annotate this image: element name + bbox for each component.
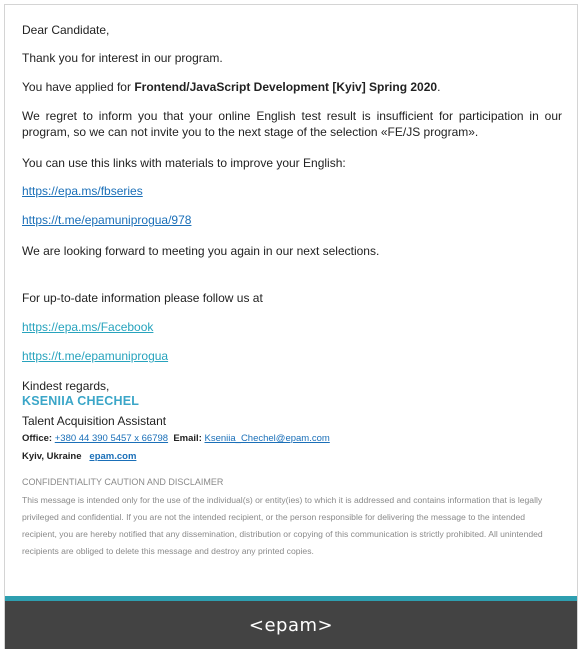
- applied-prefix: You have applied for: [22, 80, 135, 94]
- disclaimer-body: This message is intended only for the use of the individual(s) or entity(ies) to which it is addressed and contains information that is legally privileged and confidential. If you are not the intended recipient, or the person responsible for delivering the message to the intended recipient, you are hereby notified that any dissemination, distribution or copying of this communication is strictly prohibited. All unintended recipients are obliged to delete this message and destroy any printed copies.: [22, 495, 543, 556]
- signature-title: Talent Acquisition Assistant: [22, 414, 167, 428]
- link-fbseries[interactable]: https://epa.ms/fbseries: [22, 184, 143, 198]
- disclaimer-title: CONFIDENTIALITY CAUTION AND DISCLAIMER: [22, 477, 224, 487]
- signature-contacts: [22, 432, 330, 445]
- thanks-text: Thank you for interest in our program.: [22, 51, 223, 65]
- office-phone-link[interactable]: +380 44 390 5457 x 66798: [54, 433, 169, 444]
- location-text: Kyiv, Ukraine: [22, 451, 82, 462]
- follow-intro: For up-to-date information please follow us at: [22, 291, 263, 305]
- applied-text: [22, 79, 440, 95]
- office-label: Office:: [22, 433, 53, 444]
- link-facebook[interactable]: https://epa.ms/Facebook: [22, 320, 154, 334]
- program-name: Frontend/JavaScript Development [Kyiv] Spring 2020: [134, 80, 438, 94]
- email-label: Email:: [173, 433, 202, 444]
- link-telegram-978[interactable]: https://t.me/epamuniprogua/978: [22, 213, 192, 227]
- forward-text: We are looking forward to meeting you again in our next selections.: [22, 244, 380, 258]
- email-footer: [5, 596, 577, 649]
- email-body: [4, 4, 578, 649]
- regret-text: We regret to inform you that your online English test result is insufficient for participation in our program, so we can not invite you to the next stage of the selection «FE/JS program».: [22, 109, 562, 139]
- link-telegram[interactable]: https://t.me/epamuniprogua: [22, 349, 169, 363]
- email-link[interactable]: Kseniia_Chechel@epam.com: [204, 433, 330, 444]
- materials-intro: You can use this links with materials to improve your English:: [22, 156, 346, 170]
- epam-logo: <epam>: [248, 615, 334, 636]
- greeting: Dear Candidate,: [22, 23, 110, 37]
- closing-text: Kindest regards,: [22, 379, 110, 393]
- signature-name: KSENIIA CHECHEL: [22, 394, 140, 408]
- signature-location-row: [22, 450, 136, 463]
- applied-suffix: .: [437, 80, 441, 94]
- website-link[interactable]: epam.com: [89, 451, 137, 462]
